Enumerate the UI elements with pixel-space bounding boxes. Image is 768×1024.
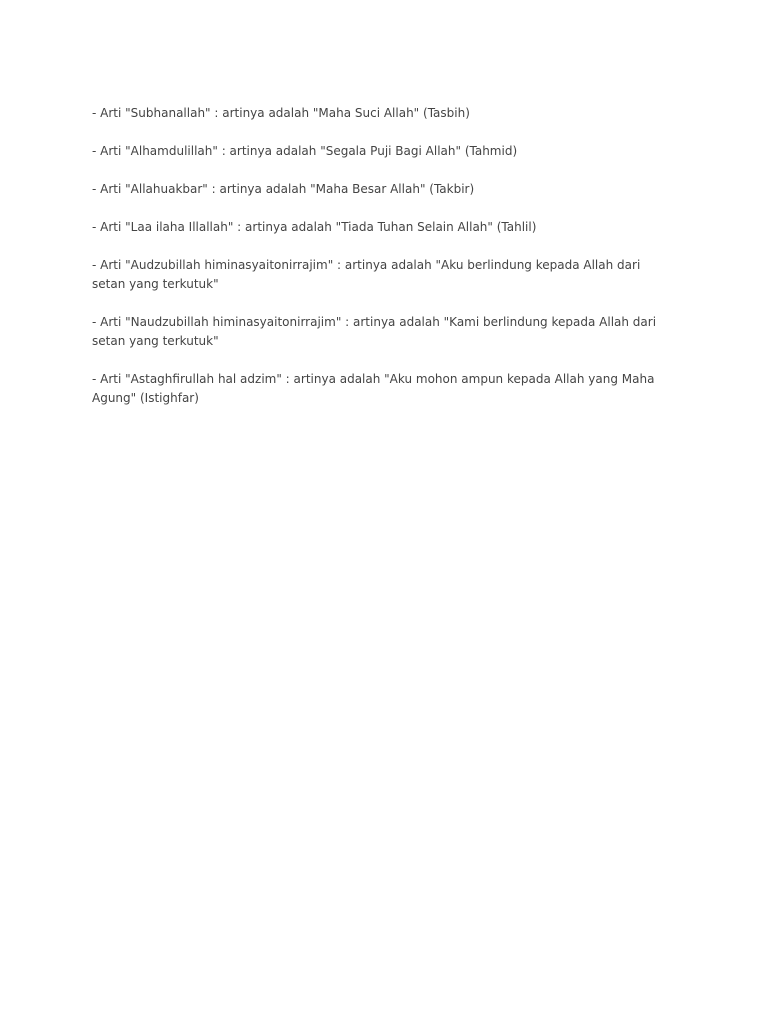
paragraph-subhanallah: - Arti "Subhanallah" : artinya adalah "Maha Suci Allah" (Tasbih) [92,106,470,120]
paragraph-istighfar: - Arti "Astaghfirullah hal adzim" : artinya adalah "Aku mohon ampun kepada Allah yang Maha Agung" (Istighfar) [92,372,655,405]
paragraph-naudzubillah: - Arti "Naudzubillah himinasyaitonirrajim" : artinya adalah "Kami berlindung kepada Allah dari setan yang terkutuk" [92,315,657,348]
paragraph-alhamdulillah: - Arti "Alhamdulillah" : artinya adalah "Segala Puji Bagi Allah" (Tahmid) [92,144,518,158]
paragraph-allahuakbar: - Arti "Allahuakbar" : artinya adalah "Maha Besar Allah" (Takbir) [92,182,475,196]
paragraph-tahlil: - Arti "Laa ilaha Illallah" : artinya adalah "Tiada Tuhan Selain Allah" (Tahlil) [92,220,537,234]
paragraph-audzubillah: - Arti "Audzubillah himinasyaitonirrajim" : artinya adalah "Aku berlindung kepada Allah dari setan yang terkutuk" [92,258,641,291]
document-body [92,104,672,427]
